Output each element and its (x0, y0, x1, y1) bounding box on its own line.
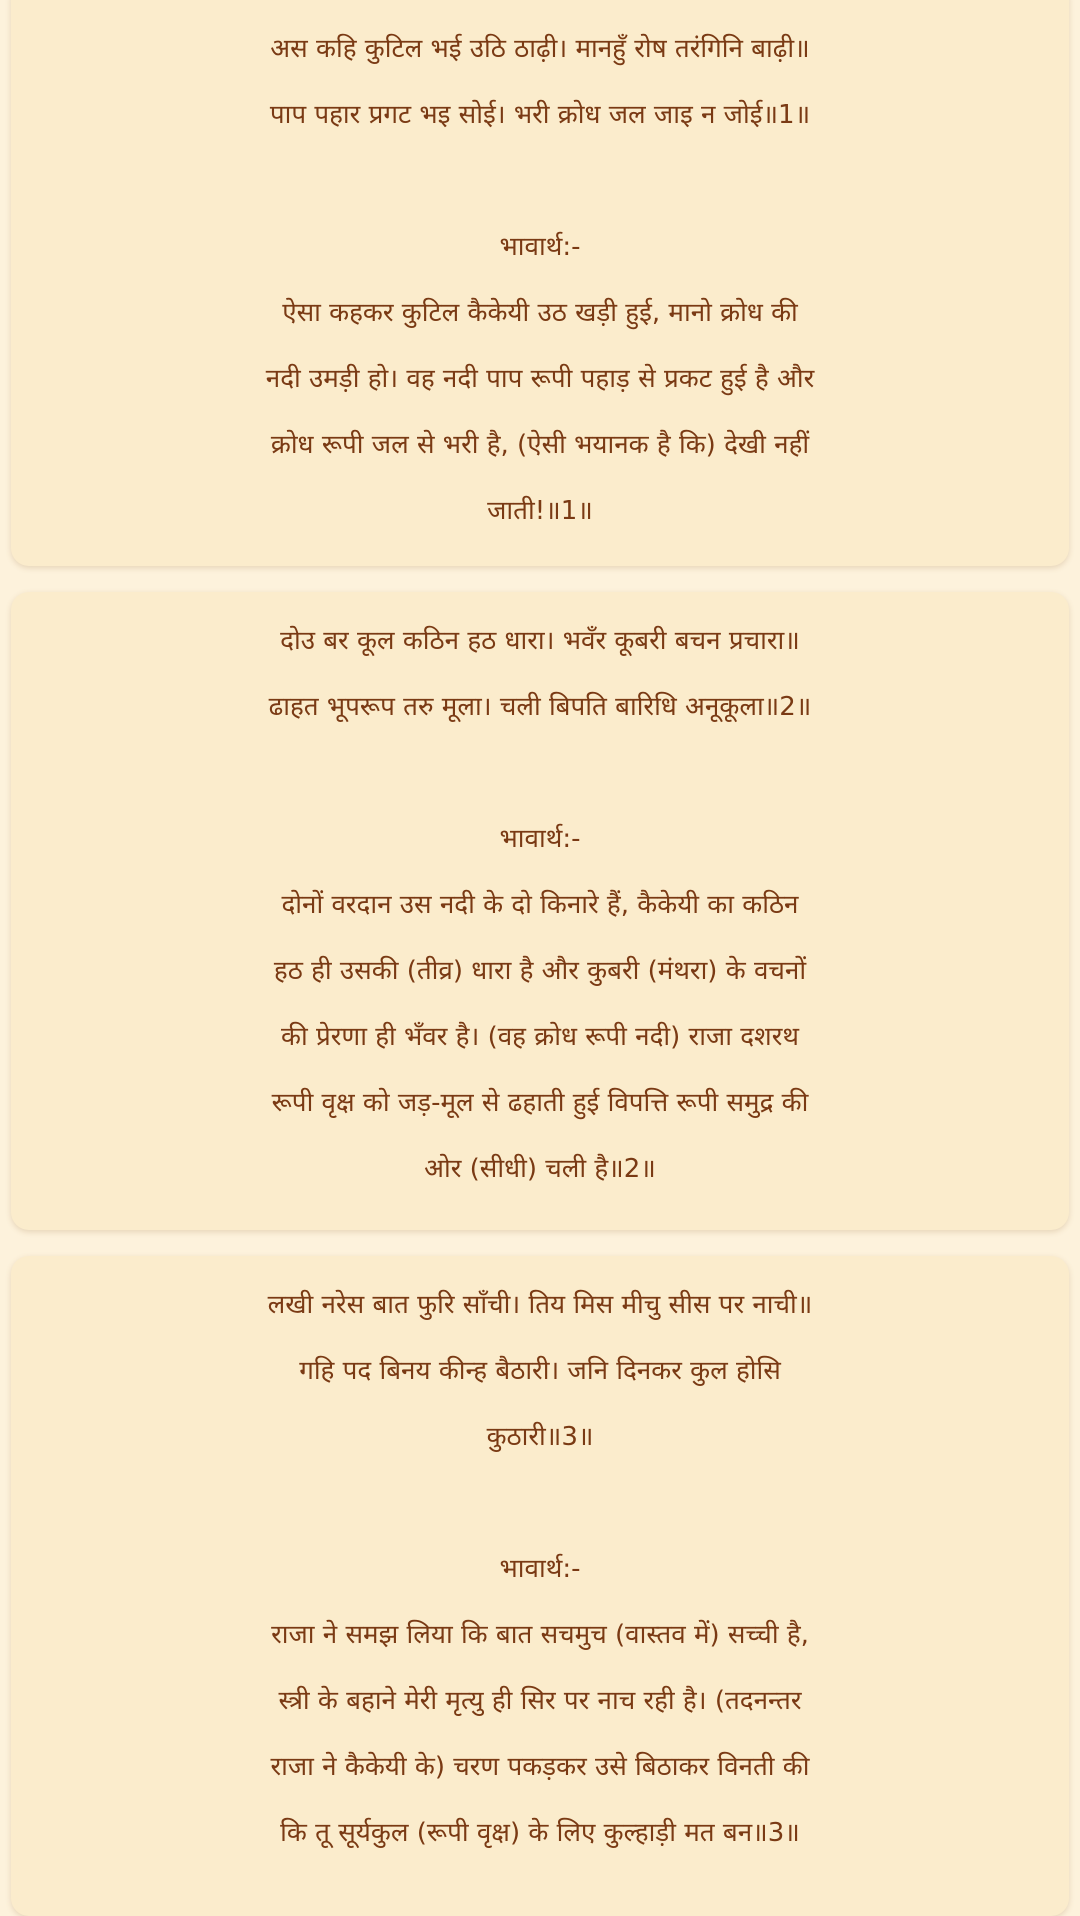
meaning-heading: भावार्थ:- (499, 232, 581, 262)
verse-card (11, 1256, 1069, 1916)
meaning-line: कि तू सूर्यकुल (रूपी वृक्ष) के लिए कुल्हाड़ी मत बन॥3॥ (280, 1818, 800, 1848)
spacer (11, 1470, 1069, 1536)
spacer (11, 148, 1069, 214)
meaning-line: ऐसा कहकर कुटिल कैकेयी उठ खड़ी हुई, मानो क्रोध की (282, 298, 798, 328)
spacer (11, 740, 1069, 806)
meaning-line: क्रोध रूपी जल से भरी है, (ऐसी भयानक है कि) देखी नहीं (270, 430, 810, 460)
meaning-line: राजा ने समझ लिया कि बात सचमुच (वास्तव में) सच्ची है, (271, 1620, 809, 1650)
meaning-line: दोनों वरदान उस नदी के दो किनारे हैं, कैकेयी का कठिन (281, 890, 799, 920)
meaning-line: रूपी वृक्ष को जड़-मूल से ढहाती हुई विपत्ति रूपी समुद्र की (271, 1088, 809, 1118)
meaning-heading: भावार्थ:- (499, 1554, 581, 1584)
verse-line: कुठारी॥3॥ (486, 1422, 594, 1452)
verse-line: ढाहत भूपरूप तरु मूला। चली बिपति बारिधि अनूकूला॥2॥ (268, 692, 812, 722)
verse-card (11, 592, 1069, 1230)
meaning-line: की प्रेरणा ही भँवर है। (वह क्रोध रूपी नदी) राजा दशरथ (281, 1022, 799, 1052)
meaning-line: जाती!॥1॥ (487, 496, 593, 526)
meaning-line: स्त्री के बहाने मेरी मृत्यु ही सिर पर नाच रही है। (तदनन्तर (278, 1686, 802, 1716)
verse-card (11, 0, 1069, 566)
meaning-line: राजा ने कैकेयी के) चरण पकड़कर उसे बिठाकर विनती की (270, 1752, 810, 1782)
verse-line: दोउ बर कूल कठिन हठ धारा। भवँर कूबरी बचन प्रचारा॥ (280, 626, 800, 656)
meaning-line: नदी उमड़ी हो। वह नदी पाप रूपी पहाड़ से प्रकट हुई है और (265, 364, 815, 394)
meaning-line: हठ ही उसकी (तीव्र) धारा है और कुबरी (मंथरा) के वचनों (273, 956, 807, 986)
verse-line: अस कहि कुटिल भई उठि ठाढ़ी। मानहुँ रोष तरंगिनि बाढ़ी॥ (270, 34, 810, 64)
verse-line: गहि पद बिनय कीन्ह बैठारी। जनि दिनकर कुल होसि (299, 1356, 781, 1386)
verse-line: पाप पहार प्रगट भइ सोई। भरी क्रोध जल जाइ न जोई॥1॥ (269, 100, 811, 130)
verse-line: लखी नरेस बात फुरि साँची। तिय मिस मीचु सीस पर नाची॥ (267, 1290, 813, 1320)
meaning-heading: भावार्थ:- (499, 824, 581, 854)
meaning-line: ओर (सीधी) चली है॥2॥ (424, 1154, 656, 1184)
